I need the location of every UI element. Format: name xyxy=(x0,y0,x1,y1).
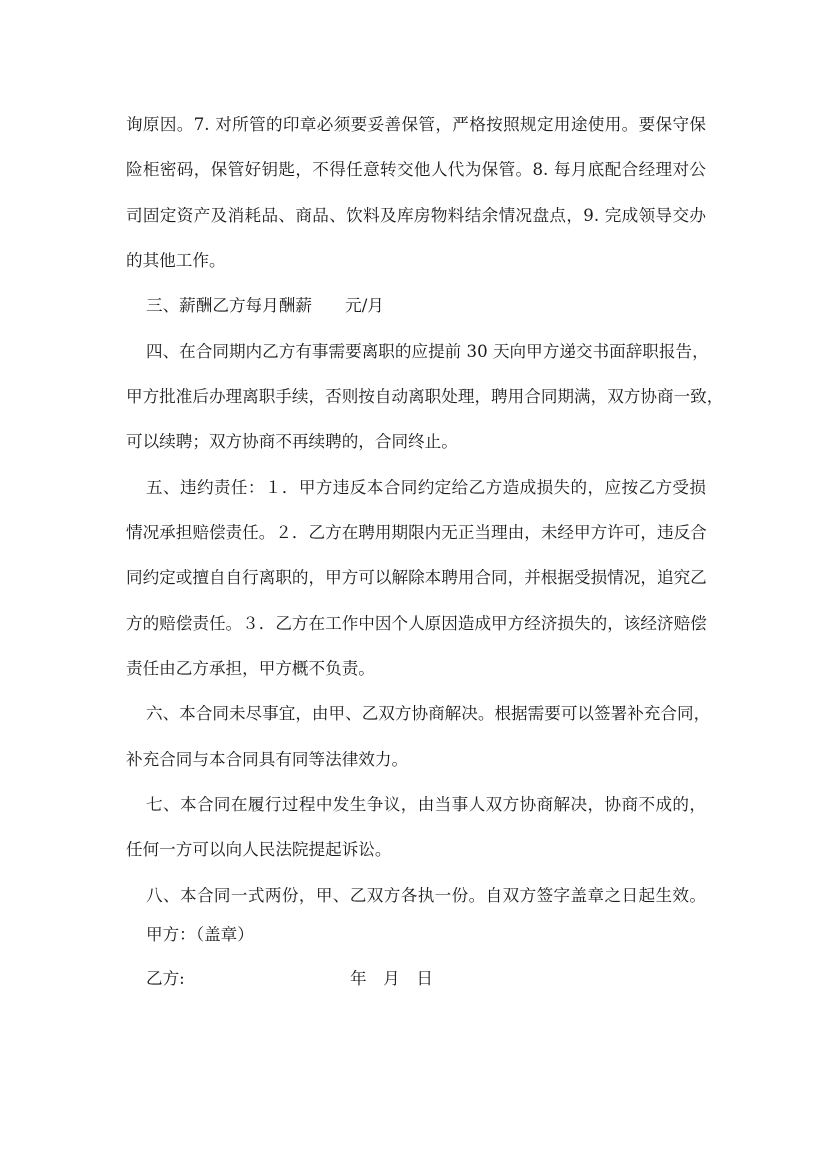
party-b-label: 乙方: xyxy=(146,969,185,988)
paragraph-line: 询原因。7. 对所管的印章必须要妥善保管，严格按照规定用途使用。要保守保 xyxy=(126,115,706,134)
liability-clause-line: 责任由乙方承担，甲方概不负责。 xyxy=(126,659,375,678)
paragraph-line: 的其他工作。 xyxy=(126,251,226,270)
supplement-clause-line: 六、本合同未尽事宜，由甲、乙双方协商解决。根据需要可以签署补充合同， xyxy=(146,704,711,723)
liability-clause-line: 情况承担赔偿责任。２．乙方在聘用期限内无正当理由，未经甲方许可，违反合 xyxy=(126,523,707,542)
liability-clause-line: 五、违约责任：１．甲方违反本合同约定给乙方造成损失的，应按乙方受损 xyxy=(146,478,706,497)
resignation-clause-line: 可以续聘；双方协商不再续聘的，合同终止。 xyxy=(126,432,458,451)
dispute-clause-line: 七、本合同在履行过程中发生争议，由当事人双方协商解决，协商不成的， xyxy=(146,795,706,814)
signature-date: 年 月 日 xyxy=(350,969,433,988)
salary-clause: 三、薪酬乙方每月酬薪 元/月 xyxy=(146,296,384,315)
resignation-clause-line: 甲方批准后办理离职手续，否则按自动离职处理，聘用合同期满，双方协商一致， xyxy=(126,387,724,406)
liability-clause-line: 同约定或擅自自行离职的，甲方可以解除本聘用合同，并根据受损情况，追究乙 xyxy=(126,568,707,587)
supplement-clause-line: 补充合同与本合同具有同等法律效力。 xyxy=(126,750,409,769)
liability-clause-line: 方的赔偿责任。３．乙方在工作中因个人原因造成甲方经济损失的，该经济赔偿 xyxy=(126,614,707,633)
resignation-clause-line: 四、在合同期内乙方有事需要离职的应提前 30 天向甲方递交书面辞职报告， xyxy=(146,342,709,361)
dispute-clause-line: 任何一方可以向人民法院提起诉讼。 xyxy=(126,840,392,859)
party-a-signature: 甲方：（盖章） xyxy=(146,925,254,944)
effect-clause-line: 八、本合同一式两份，甲、乙双方各执一份。自双方签字盖章之日起生效。 xyxy=(146,886,706,905)
party-b-signature-row xyxy=(146,964,546,994)
paragraph-line: 司固定资产及消耗品、商品、饮料及库房物料结余情况盘点，9. 完成领导交办 xyxy=(126,206,706,225)
paragraph-line: 险柜密码，保管好钥匙，不得任意转交他人代为保管。8. 每月底配合经理对公 xyxy=(126,160,706,179)
